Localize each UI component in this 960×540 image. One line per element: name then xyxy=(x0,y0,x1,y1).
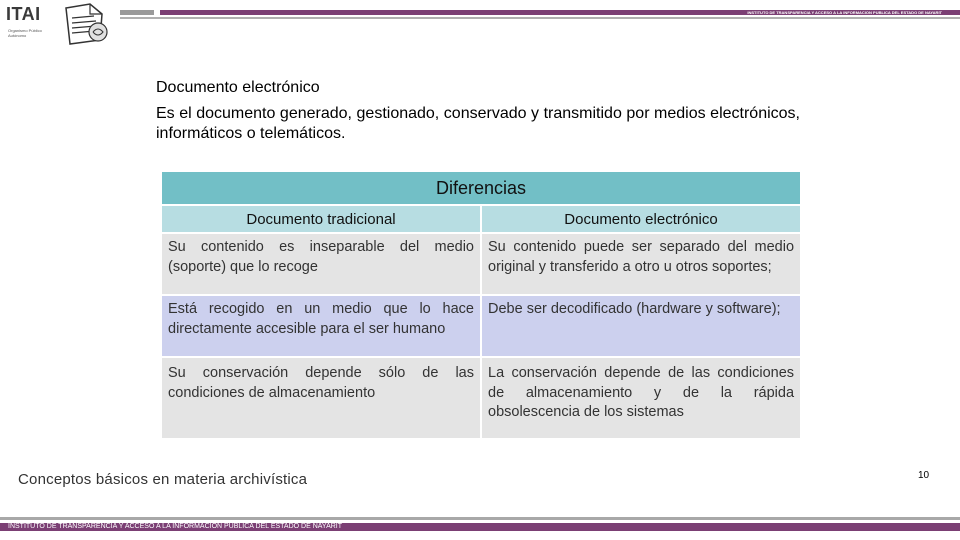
header-divider xyxy=(120,17,960,19)
logo-text: ITAI xyxy=(6,4,41,24)
footer-bar-text: INSTITUTO DE TRANSPARENCIA Y ACCESO A LA INFORMACION PUBLICA DEL ESTADO DE NAYARIT xyxy=(8,523,343,530)
column-header-electronic: Documento electrónico xyxy=(481,205,801,233)
table-cell xyxy=(161,295,481,357)
table-row xyxy=(161,233,801,295)
header-accent-bar xyxy=(120,10,154,15)
table-row xyxy=(161,295,801,357)
page-title: Documento electrónico xyxy=(156,79,320,96)
table-row xyxy=(161,357,801,439)
footer-label: Conceptos básicos en materia archivística xyxy=(18,471,308,488)
definition-text: Es el documento generado, gestionado, conservado y transmitido por medios electrónicos, informáticos o telemáticos. xyxy=(156,105,800,142)
header-bar-text: INSTITUTO DE TRANSPARENCIA Y ACCESO A LA INFORMACION PUBLICA DEL ESTADO DE NAYARIT xyxy=(747,10,942,15)
table-cell xyxy=(161,233,481,295)
cell-text: Está recogido en un medio que lo hace directamente accesible para el ser humano xyxy=(168,301,474,337)
page-number: 10 xyxy=(918,470,930,481)
cell-text: Su conservación depende sólo de las condiciones de almacenamiento xyxy=(168,365,474,401)
differences-table xyxy=(160,170,802,440)
itai-logo xyxy=(6,2,112,46)
cell-text: La conservación depende de las condiciones de almacenamiento y de la rápida obsolescencia de los sistemas xyxy=(488,365,795,420)
table-cell xyxy=(481,357,801,439)
table-cell xyxy=(161,357,481,439)
footer-divider xyxy=(0,517,960,520)
table-cell xyxy=(481,233,801,295)
table-title: Diferencias xyxy=(161,171,801,205)
column-header-traditional: Documento tradicional xyxy=(161,205,481,233)
document-icon xyxy=(60,2,110,46)
cell-text: Debe ser decodificado (hardware y software); xyxy=(488,301,781,317)
cell-text: Su contenido puede ser separado del medio original y transferido a otro u otros soportes; xyxy=(488,239,795,275)
logo-subtitle: Organismo Público Autónomo xyxy=(8,28,42,38)
cell-text: Su contenido es inseparable del medio (soporte) que lo recoge xyxy=(168,239,474,275)
table-cell xyxy=(481,295,801,357)
